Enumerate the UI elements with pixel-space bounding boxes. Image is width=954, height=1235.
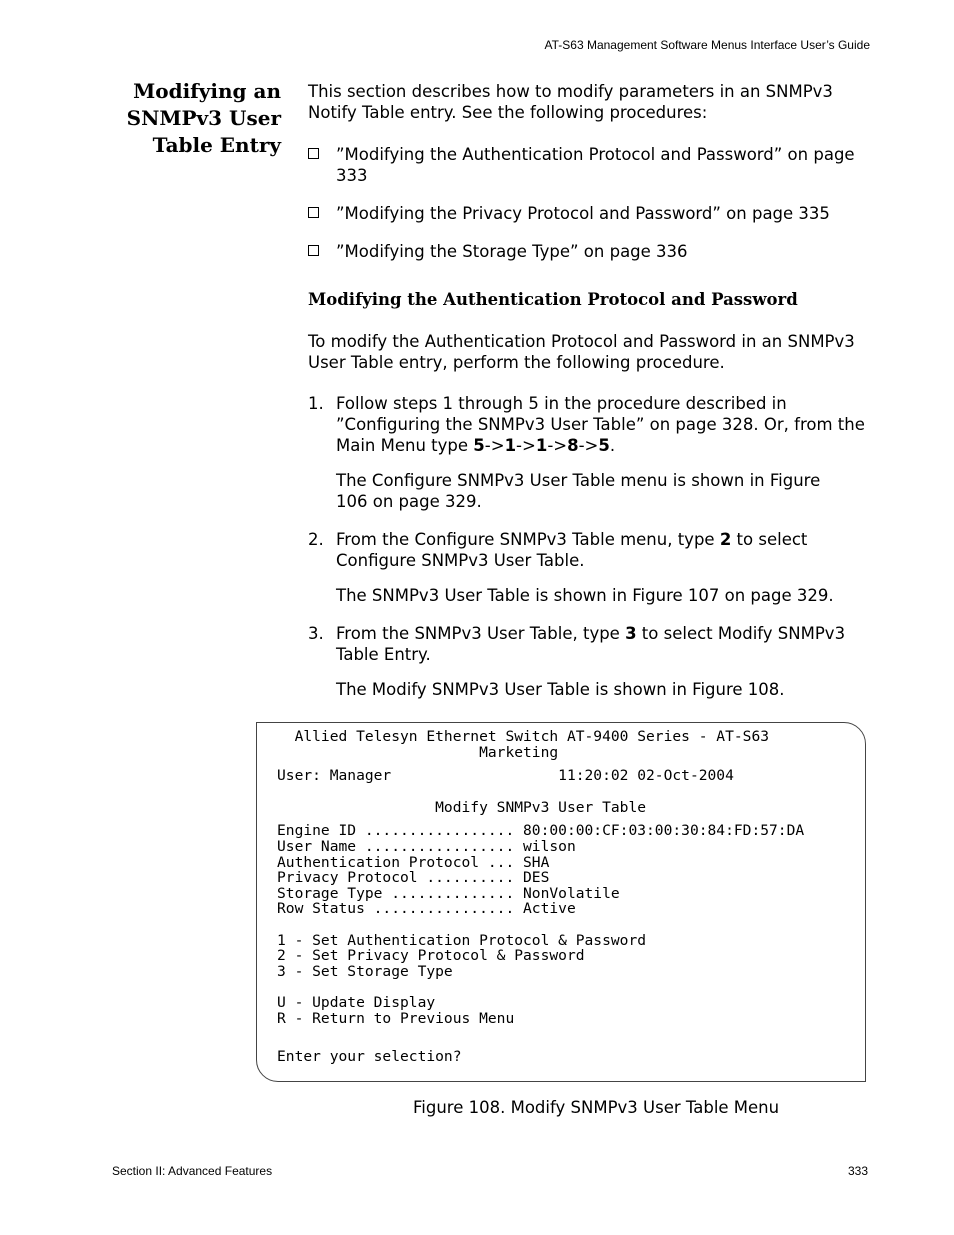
key-separator: -> <box>516 436 536 455</box>
section-heading-line: Modifying an <box>133 79 281 103</box>
menu-key: 3 <box>625 624 637 643</box>
step-note: The SNMPv3 User Table is shown in Figure 107 on page 329. <box>336 586 834 605</box>
terminal-prompt[interactable]: Enter your selection? <box>277 1048 462 1065</box>
menu-key: 5 <box>598 436 610 455</box>
menu-key: 8 <box>567 436 579 455</box>
terminal-command[interactable]: U - Update Display <box>277 994 436 1011</box>
terminal-field: Engine ID ................. 80:00:00:CF:03:00:30:84:FD:57:DA <box>277 822 805 839</box>
page-number: 333 <box>847 1164 868 1178</box>
step-note: The Modify SNMPv3 User Table is shown in Figure 108. <box>336 680 785 699</box>
subsection-intro: To modify the Authentication Protocol and Password in an SNMPv3 User Table entry, perform the following procedure. <box>308 332 855 372</box>
menu-key: 2 <box>719 530 732 549</box>
terminal-menu-option[interactable]: 1 - Set Authentication Protocol & Password <box>277 932 647 949</box>
procedure-link[interactable]: ”Modifying the Storage Type” on page 336 <box>336 242 688 261</box>
step-item <box>308 393 873 512</box>
step-text-part: . <box>609 436 616 455</box>
procedure-list <box>308 144 873 279</box>
step-list <box>308 393 873 717</box>
step-text <box>336 393 873 456</box>
terminal-screen <box>256 722 866 1082</box>
terminal-field: Authentication Protocol ... SHA <box>277 854 550 871</box>
terminal-user-line: User: Manager 11:20:02 02-Oct-2004 <box>277 767 734 784</box>
step-text-part: to select Configure SNMPv3 User Table. <box>336 530 808 570</box>
section-heading-line: SNMPv3 User <box>126 106 281 130</box>
menu-key: 1 <box>535 436 548 455</box>
checkbox-bullet-icon <box>308 207 319 218</box>
checkbox-bullet-icon <box>308 148 319 159</box>
section-heading-line: Table Entry <box>152 133 281 157</box>
section-heading <box>110 78 281 159</box>
menu-key: 1 <box>504 436 517 455</box>
terminal-field: Privacy Protocol .......... DES <box>277 869 550 886</box>
page-header: AT-S63 Management Software Menus Interface User’s Guide <box>544 38 870 52</box>
terminal-field: Storage Type .............. NonVolatile <box>277 885 620 902</box>
step-number: 2. <box>308 530 324 549</box>
step-note: The Configure SNMPv3 User Table menu is shown in Figure 106 on page 329. <box>336 471 821 511</box>
terminal-subtitle: Marketing <box>277 744 559 761</box>
terminal-menu-option[interactable]: 2 - Set Privacy Protocol & Password <box>277 947 585 964</box>
section-intro: This section describes how to modify parameters in an SNMPv3 Notify Table entry. See the following procedures: <box>308 82 833 122</box>
terminal-menu-title: Modify SNMPv3 User Table <box>277 799 647 816</box>
procedure-link[interactable]: ”Modifying the Privacy Protocol and Password” on page 335 <box>336 204 830 223</box>
step-item <box>308 529 873 606</box>
terminal-field: User Name ................. wilson <box>277 838 576 855</box>
terminal-command[interactable]: R - Return to Previous Menu <box>277 1010 515 1027</box>
step-text <box>336 529 873 571</box>
step-text <box>336 623 873 665</box>
step-text-part: to select Modify SNMPv3 Table Entry. <box>336 624 846 664</box>
terminal-menu-option[interactable]: 3 - Set Storage Type <box>277 963 453 980</box>
key-separator: -> <box>578 436 599 455</box>
step-text-part: From the Configure SNMPv3 Table menu, type <box>336 530 720 549</box>
procedure-item <box>308 203 873 224</box>
procedure-item <box>308 241 873 262</box>
figure-caption: Figure 108. Modify SNMPv3 User Table Menu <box>413 1098 780 1117</box>
procedure-item <box>308 144 873 186</box>
footer-section: Section II: Advanced Features <box>112 1164 273 1178</box>
subsection-title: Modifying the Authentication Protocol and Password <box>308 290 798 309</box>
step-text-part: Follow steps 1 through 5 in the procedure described in ”Configuring the SNMPv3 User Table” on page 328. Or, from the Main Menu type <box>336 394 865 455</box>
step-item <box>308 623 873 700</box>
step-text-part: From the SNMPv3 User Table, type <box>336 624 626 643</box>
key-separator: -> <box>547 436 568 455</box>
procedure-link[interactable]: ”Modifying the Authentication Protocol and Password” on page 333 <box>336 145 855 185</box>
checkbox-bullet-icon <box>308 245 319 256</box>
terminal-title: Allied Telesyn Ethernet Switch AT-9400 Series - AT-S63 <box>277 728 770 745</box>
step-number: 3. <box>308 624 324 643</box>
terminal-field: Row Status ................ Active <box>277 900 576 917</box>
menu-key: 5 <box>473 436 485 455</box>
key-separator: -> <box>484 436 505 455</box>
step-number: 1. <box>308 394 324 413</box>
